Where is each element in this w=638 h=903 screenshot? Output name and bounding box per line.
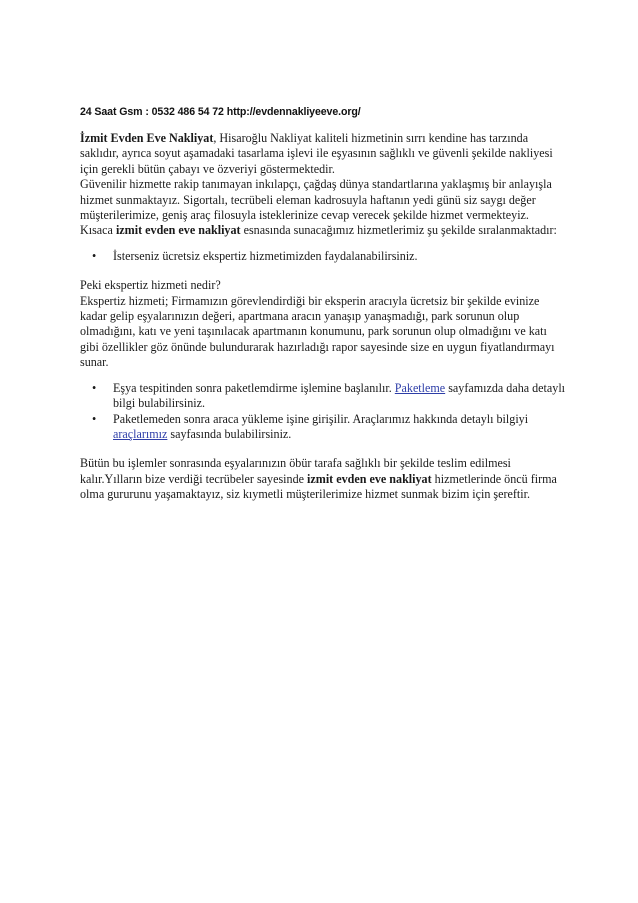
list-item: • İsterseniz ücretsiz ekspertiz hizmetimizden faydalanabilirsiniz.	[92, 248, 418, 263]
document-body	[80, 131, 566, 503]
services-list	[80, 249, 566, 264]
bullet-icon: •	[92, 411, 97, 426]
closing-paragraph: Bütün bu işlemler sonrasında eşyalarınızın öbür tarafa sağlıklı bir şekilde teslim edilmesi kalır.Yılların bize verdiği tecrübeler sayesinde izmit evden eve nakliyat hizmetlerinde öncü firma olma gururunu yaşamaktayız, siz kıymetli müşterilerimize hizmet sunmak bizim için şereftir.	[80, 456, 557, 502]
keyword-bold: izmit evden eve nakliyat	[115, 223, 241, 238]
list-item: • Eşya tespitinden sonra paketlemdirme işlemine başlanılır. Paketleme sayfamızda daha detaylı bilgi bulabilirsiniz.	[92, 380, 566, 411]
list-item: • Paketlemeden sonra araca yükleme işine girişilir. Araçlarımız hakkında detaylı bilgiyi araçlarımız sayfasında bulabilirsiniz.	[92, 411, 529, 441]
paketleme-link[interactable]: Paketleme	[394, 380, 446, 395]
quality-paragraph: Güvenilir hizmette rakip tanımayan inkılapçı, çağdaş dünya standartlarına yaklaşmış bir anlayışla hizmet sunmaktayız. Sigortalı, tecrübeli eleman kadrosuyla haftanın yedi günü siz saygı değer müşterilerimize, geniş araç filosuyla isteklerinize cevap verecek şekilde hizmet vermekteyiz.	[80, 177, 552, 223]
process-list	[80, 381, 566, 443]
bullet-icon: •	[92, 248, 97, 263]
company-name: İzmit Evden Eve Nakliyat	[80, 131, 214, 145]
contact-header: 24 Saat Gsm : 0532 486 54 72 http://evdennakliyeeve.org/	[80, 106, 361, 118]
expertise-paragraph: Ekspertiz hizmeti; Firmamızın görevlendirdiği bir eksperin aracıyla ücretsiz bir şekilde evinize kadar gelip eşyalarınızın değeri, apartmana aracın yanaşıp yanaşmadığı, park sorunun olup olmadığını, katı ve yeni taşınılacak apartmanın konumunu, park sorunun olup olmadığını ve katı gibi özellikler göz önünde bulundurarak hazırladığı rapor sayesinde size en uygun fiyatlandırmayı sunar.	[80, 293, 555, 370]
question-heading: Peki ekspertiz hizmeti nedir?	[80, 278, 221, 293]
intro-paragraph: İzmit Evden Eve Nakliyat, Hisaroğlu Nakliyat kaliteli hizmetinin sırrı kendine has tarzında saklıdır, ayrıca soyut aşamadaki tasarlama işlevi ile eşyasının sağlıklı ve güvenli şekilde nakliyesi için gerekli bütün çabayı ve özveriyi göstermektedir.	[80, 131, 553, 176]
araclarimiz-link[interactable]: araçlarımız	[113, 426, 168, 441]
summary-paragraph: Kısaca izmit evden eve nakliyat esnasında sunacağımız hizmetlerimiz şu şekilde sıralanmaktadır:	[80, 223, 557, 238]
keyword-bold: izmit evden eve nakliyat	[307, 471, 432, 486]
bullet-icon: •	[92, 380, 97, 395]
